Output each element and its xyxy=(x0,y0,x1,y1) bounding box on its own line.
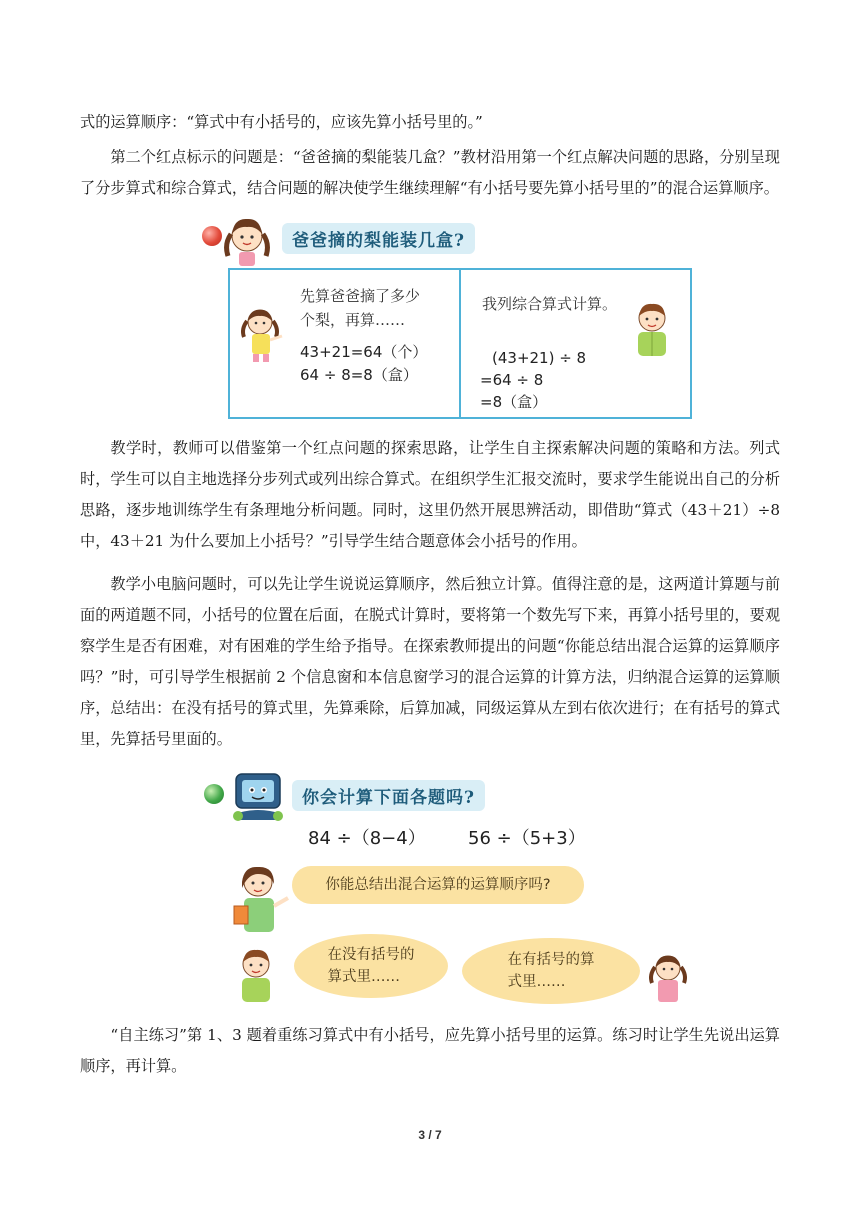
boy-line-2: 算式里…… xyxy=(327,969,400,985)
right-hint: 我列综合算式计算。 xyxy=(482,295,618,313)
green-dot-icon xyxy=(204,784,224,804)
left-hint-line1: 先算爸爸摘了多少 xyxy=(300,287,421,305)
box-divider xyxy=(459,270,461,417)
page-number: 3 / 7 xyxy=(418,1128,442,1142)
expression-1: 84 ÷（8−4） xyxy=(308,828,426,849)
figure2-title: 你会计算下面各题吗? xyxy=(292,780,485,811)
figure1-title: 爸爸摘的梨能装几盒? xyxy=(282,223,475,254)
teacher-speech-bubble xyxy=(292,866,584,904)
girl-avatar-icon xyxy=(222,210,272,268)
paragraph-3: 教学时，教师可以借鉴第一个红点问题的探索思路，让学生自主探索解决问题的策略和方法。列式时，学生可以自主地选择分步列式或列出综合算式。在组织学生汇报交流时，要求学生能说出自己的分析思路，逐步地训练学生有条理地分析问题。同时，这里仍然开展思辨活动，即借助“算式（43＋21）÷8 中，43＋21 为什么要加上小括号？”引导学生结合题意体会小括号的作用。 xyxy=(80,439,780,550)
paragraph-5: “自主练习”第 1、3 题着重练习算式中有小括号，应先算小括号里的运算。练习时让学生先说出运算顺序，再计算。 xyxy=(80,1026,780,1075)
right-equation-1: (43+21) ÷ 8 xyxy=(492,349,587,367)
boy-avatar-icon xyxy=(628,298,676,360)
right-equation-3: =8（盒） xyxy=(480,393,548,411)
girl-line-1: 在有括号的算 xyxy=(507,952,595,968)
right-equation-2: =64 ÷ 8 xyxy=(480,371,544,389)
left-hint-line2: 个梨，再算…… xyxy=(300,311,406,329)
paragraph-1: 式的运算顺序：“算式中有小括号的，应该先算小括号里的。” xyxy=(80,113,483,131)
boy-speech-bubble xyxy=(294,934,448,998)
left-equation-2: 64 ÷ 8=8（盒） xyxy=(300,366,418,384)
girl-pointing-icon xyxy=(238,304,284,364)
computer-mascot-icon xyxy=(230,770,286,822)
figure-calculation xyxy=(200,770,720,1010)
boy-thinking-icon xyxy=(230,946,284,1004)
expression-2: 56 ÷（5+3） xyxy=(468,828,586,849)
girl-line-2: 式里…… xyxy=(507,974,566,990)
teacher-avatar-icon xyxy=(230,862,294,934)
left-equation-1: 43+21=64（个） xyxy=(300,343,428,361)
paragraph-4: 教学小电脑问题时，可以先让学生说说运算顺序，然后独立计算。值得注意的是，这两道计算题与前面的两道题不同，小括号的位置在后面，在脱式计算时，要将第一个数先写下来，再算小括号里的，要观察学生是否有困难，对有困难的学生给予指导。在探索教师提出的问题“你能总结出混合运算的运算顺序吗？”时，可引导学生根据前 2 个信息窗和本信息窗学习的混合运算的计算方法，归纳混合运算的运算顺序，总结出：在没有括号的算式里，先算乘除，后算加减，同级运算从左到右依次进行；在有括号的算式里，先算括号里面的。 xyxy=(80,575,780,748)
solution-box xyxy=(228,268,692,419)
red-dot-icon xyxy=(202,226,222,246)
paragraph-2: 第二个红点标示的问题是：“爸爸摘的梨能装几盒？”教材沿用第一个红点解决问题的思路，分别呈现了分步算式和综合算式，结合问题的解决使学生继续理解“有小括号要先算小括号里的”的混合运算顺序。 xyxy=(80,148,780,197)
girl-thinking-icon xyxy=(644,950,694,1006)
teacher-question: 你能总结出混合运算的运算顺序吗? xyxy=(325,877,551,893)
girl-speech-bubble xyxy=(462,938,640,1004)
figure-pear-boxes xyxy=(200,208,700,423)
boy-line-1: 在没有括号的 xyxy=(327,947,415,963)
